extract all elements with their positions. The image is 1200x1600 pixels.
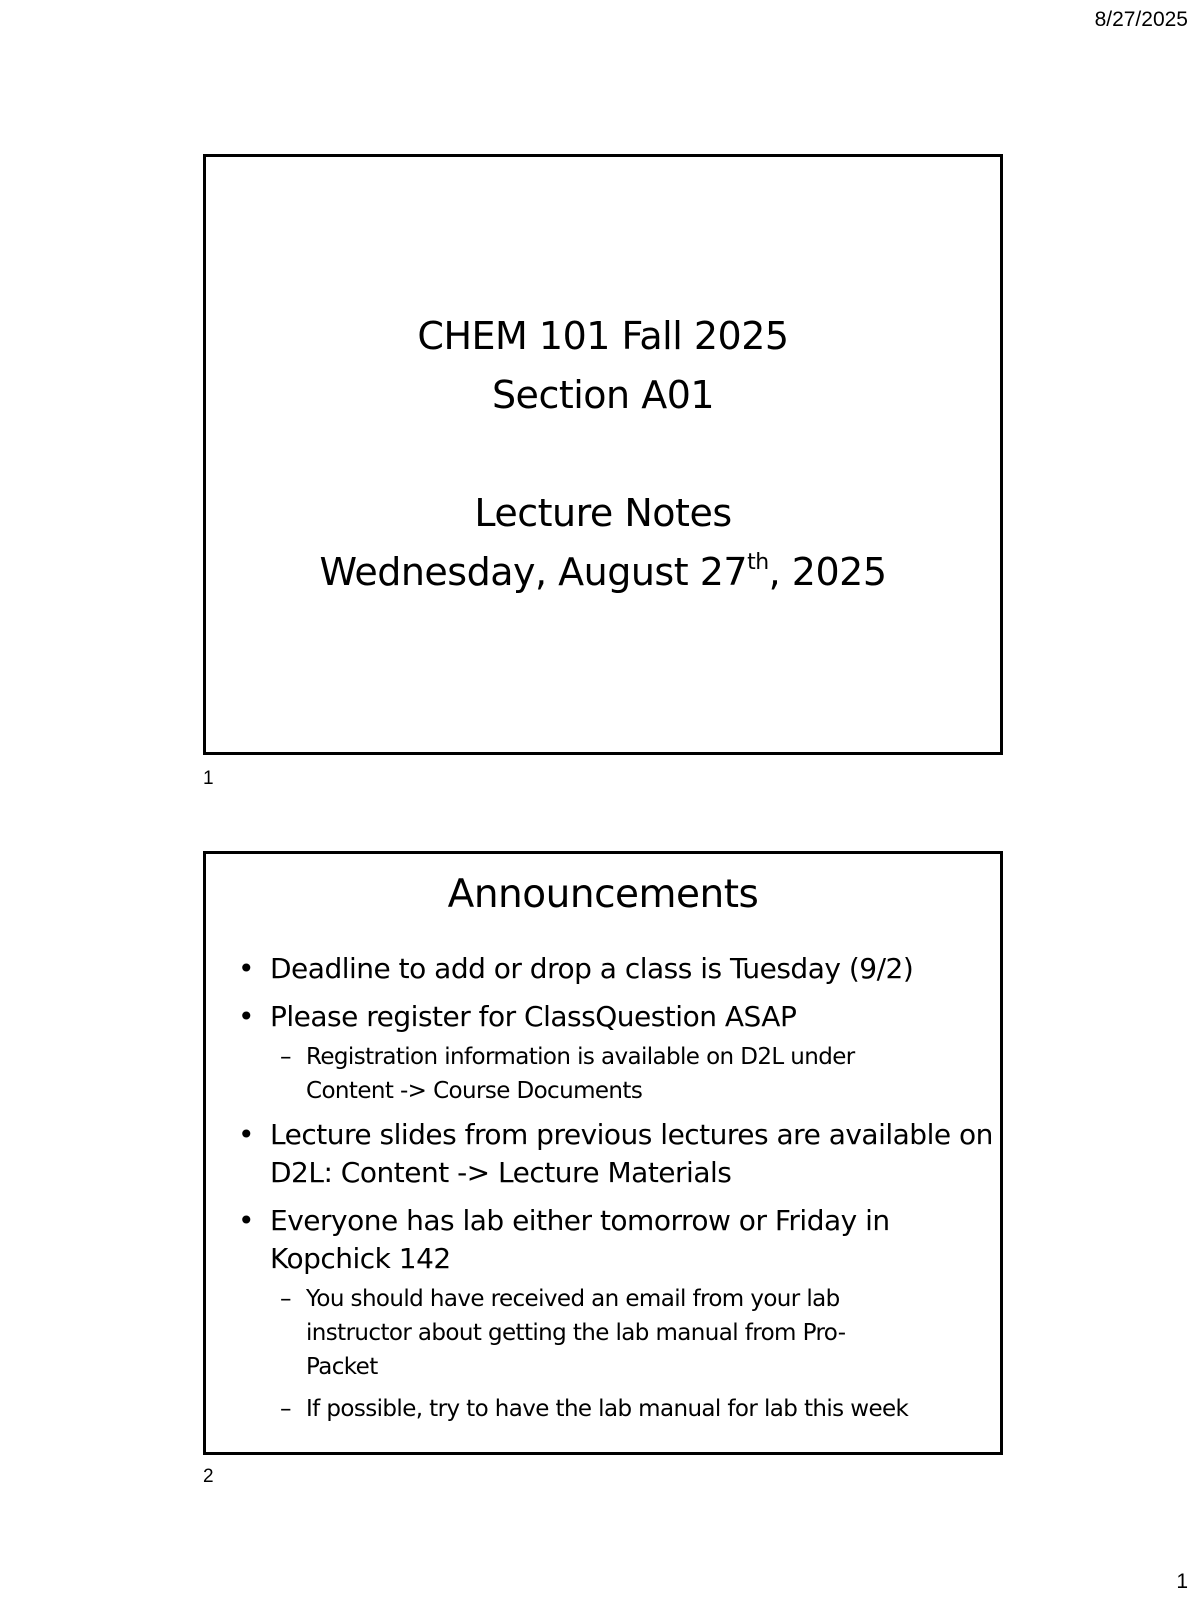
bullet-icon: • — [238, 1000, 255, 1033]
dash-icon: – — [280, 1286, 291, 1312]
date-main: Wednesday, August 27 — [319, 550, 748, 594]
lecture-date — [206, 543, 1000, 602]
slide-number-2: 2 — [203, 1466, 214, 1487]
sub-item-text: Registration information is available on D2L under Content -> Course Documents — [306, 1044, 855, 1104]
date-year: , 2025 — [768, 550, 887, 594]
sub-list-item — [236, 1282, 906, 1384]
list-item — [236, 1202, 930, 1278]
bullet-icon: • — [238, 1118, 255, 1151]
slide-number-1: 1 — [203, 768, 214, 789]
sub-item-text: You should have received an email from your lab instructor about getting the lab manual from Pro-Packet — [306, 1286, 846, 1380]
sub-list-item — [236, 1040, 906, 1108]
slide-1 — [203, 154, 1003, 755]
lecture-notes-label: Lecture Notes — [474, 491, 732, 535]
course-title: CHEM 101 Fall 2025 — [417, 314, 789, 358]
sub-item-text: If possible, try to have the lab manual for lab this week — [306, 1396, 909, 1422]
print-date: 8/27/2025 — [1094, 8, 1188, 31]
item-text: Lecture slides from previous lectures are available on D2L: Content -> Lecture Materials — [270, 1118, 993, 1189]
date-ordinal: th — [747, 550, 769, 575]
list-item — [236, 1116, 994, 1192]
item-text: Please register for ClassQuestion ASAP — [270, 1000, 797, 1033]
section-label: Section A01 — [491, 373, 715, 417]
title-block — [206, 307, 1000, 602]
dash-icon: – — [280, 1044, 291, 1070]
page-number: 1 — [1176, 1570, 1188, 1593]
list-item — [236, 950, 994, 988]
item-text: Deadline to add or drop a class is Tuesday (9/2) — [270, 952, 914, 985]
bullet-icon: • — [238, 952, 255, 985]
slide-2 — [203, 851, 1003, 1455]
sub-list-item — [236, 1392, 994, 1426]
list-item — [236, 998, 994, 1036]
announcement-list — [236, 950, 994, 1434]
bullet-icon: • — [238, 1204, 255, 1237]
slide-title: Announcements — [447, 872, 759, 917]
item-text: Everyone has lab either tomorrow or Friday in Kopchick 142 — [270, 1204, 890, 1275]
dash-icon: – — [280, 1396, 291, 1422]
